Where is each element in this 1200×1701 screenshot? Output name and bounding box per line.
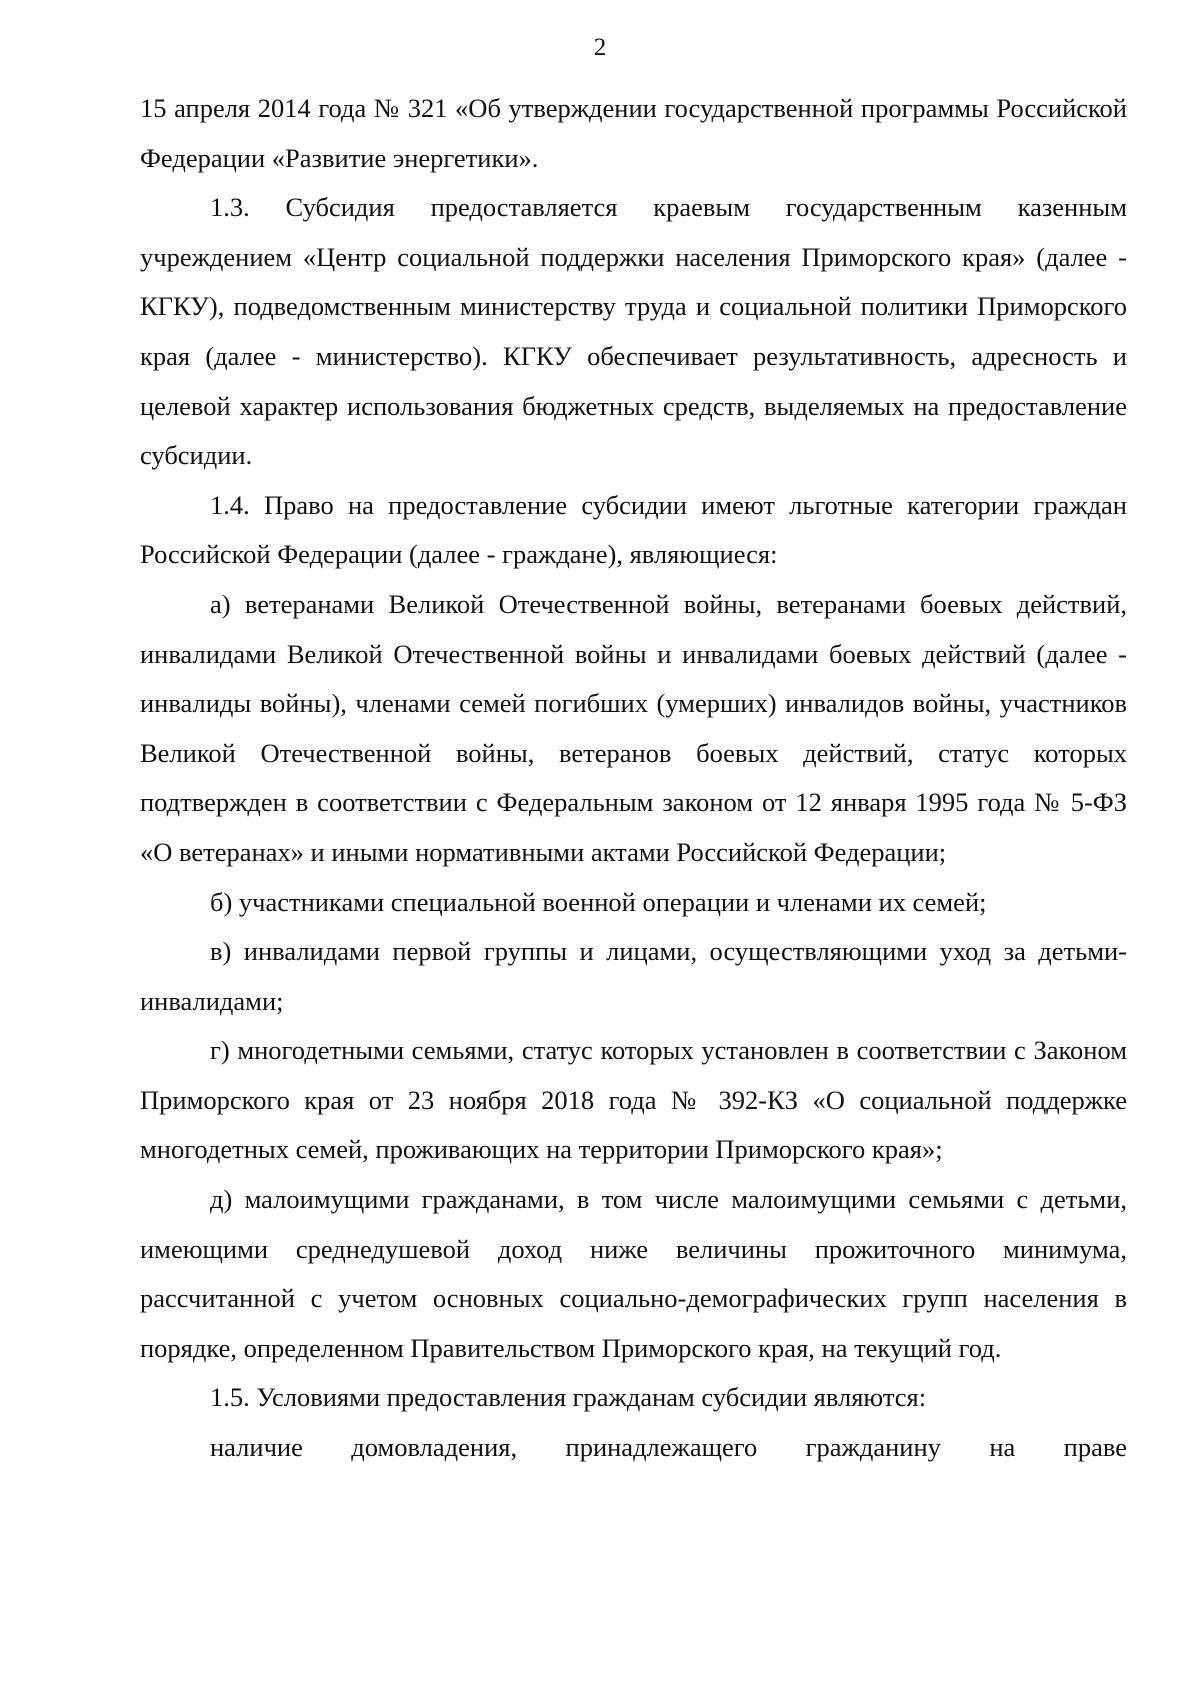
paragraph-item-d: д) малоимущими гражданами, в том числе малоимущими семьями с детьми, имеющими среднедушевой доход ниже величины прожиточного минимума, рассчитанной с учетом основных социально-демографических групп населения в порядке, определенном Правительством Приморского края, на текущий год. bbox=[140, 1184, 1127, 1363]
document-body bbox=[140, 84, 1127, 1473]
paragraph-1-5: 1.5. Условиями предоставления гражданам субсидии являются: bbox=[210, 1382, 927, 1413]
paragraph-continuation: 15 апреля 2014 года № 321 «Об утверждении государственной программы Российской Федерации «Развитие энергетики». bbox=[140, 93, 1127, 173]
paragraph-item-g: г) многодетными семьями, статус которых установлен в соответствии с Законом Приморского края от 23 ноября 2018 года № 392-КЗ «О социальной поддержке многодетных семей, проживающих на территории Приморского края»; bbox=[140, 1035, 1127, 1165]
paragraph-1-3: 1.3. Субсидия предоставляется краевым государственным казенным учреждением «Центр социальной поддержки населения Приморского края» (далее - КГКУ), подведомственным министерству труда и социальной политики Приморского края (далее - министерство). КГКУ обеспечивает результативность, адресность и целевой характер использования бюджетных средств, выделяемых на предоставление субсидии. bbox=[140, 192, 1127, 471]
paragraph-last: наличие домовладения, принадлежащего гражданину на праве bbox=[210, 1432, 1127, 1463]
paragraph-1-4: 1.4. Право на предоставление субсидии имеют льготные категории граждан Российской Федерации (далее - граждане), являющиеся: bbox=[140, 489, 1127, 570]
paragraph-item-v: в) инвалидами первой группы и лицами, осуществляющими уход за детьми-инвалидами; bbox=[140, 936, 1127, 1016]
paragraph-item-b: б) участниками специальной военной операции и членами их семей; bbox=[210, 886, 987, 917]
paragraph-item-a: а) ветеранами Великой Отечественной войны, ветеранами боевых действий, инвалидами Великой Отечественной войны и инвалидами боевых действий (далее - инвалиды войны), членами семей погибших (умерших) инвалидов войны, участников Великой Отечественной войны, ветеранов боевых действий, статус которых подтвержден в соответствии с Федеральным законом от 12 января 1995 года № 5-ФЗ «О ветеранах» и иными нормативными актами Российской Федерации; bbox=[140, 588, 1127, 867]
page-number: 2 bbox=[593, 34, 607, 61]
